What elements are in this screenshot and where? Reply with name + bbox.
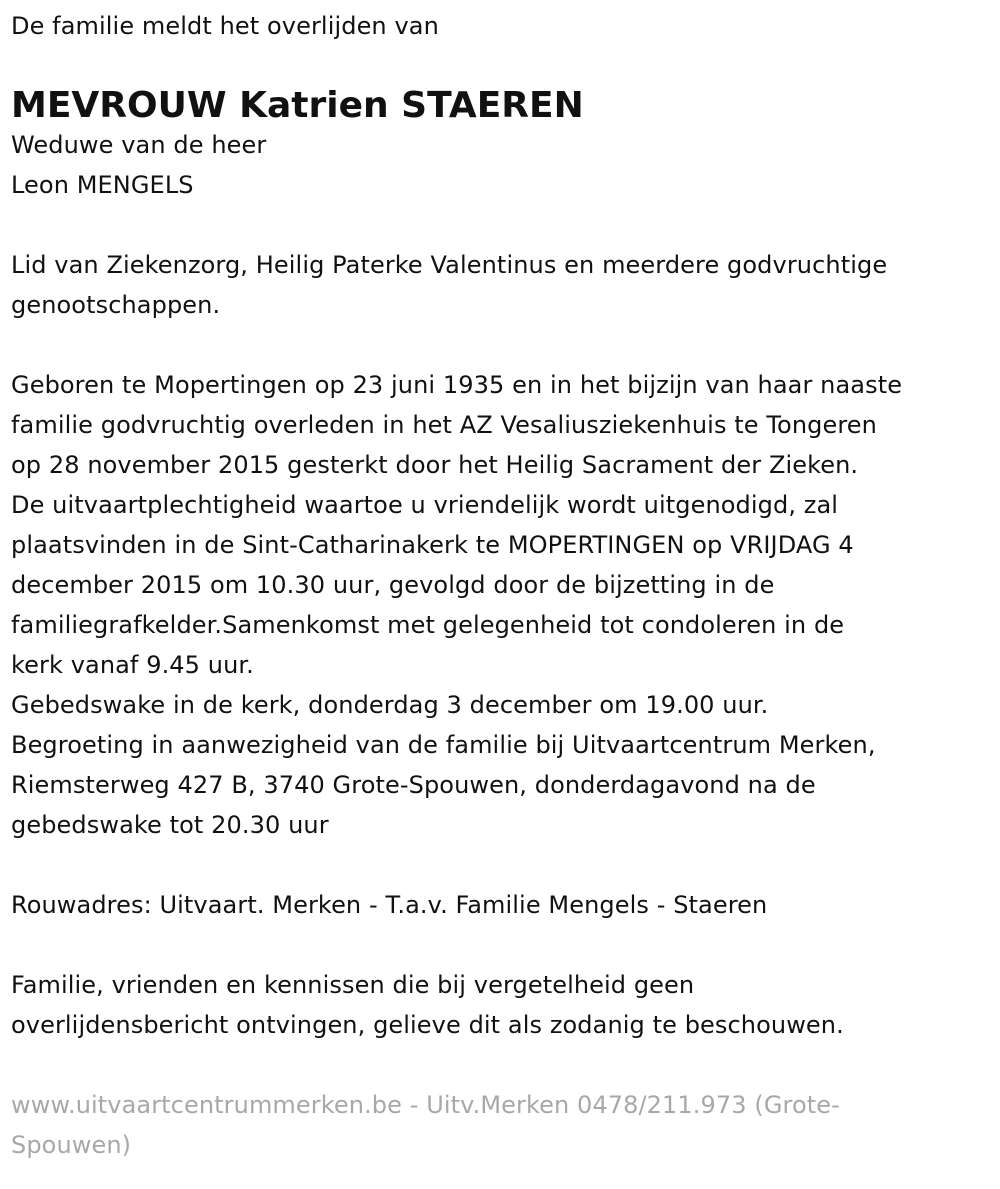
details-line: gebedswake tot 20.30 uur [11,811,329,839]
notice-block [11,965,986,1045]
widow-block [11,125,986,205]
deceased-name: MEVROUW Katrien STAEREN [11,85,584,126]
widow-line: Weduwe van de heer [11,131,267,159]
rouwadres-block [11,885,986,925]
membership-line: Lid van Ziekenzorg, Heilig Paterke Valentinus en meerdere godvruchtige [11,251,888,279]
details-line: Begroeting in aanwezigheid van de familie bij Uitvaartcentrum Merken, [11,731,876,759]
details-line: Gebedswake in de kerk, donderdag 3 december om 19.00 uur. [11,691,769,719]
details-line: december 2015 om 10.30 uur, gevolgd door de bijzetting in de [11,571,775,599]
details-line: Geboren te Mopertingen op 23 juni 1935 en in het bijzijn van haar naaste [11,371,903,399]
details-line: familiegrafkelder.Samenkomst met gelegenheid tot condoleren in de [11,611,845,639]
details-line: plaatsvinden in de Sint-Catharinakerk te MOPERTINGEN op VRIJDAG 4 [11,531,854,559]
intro-text: De familie meldt het overlijden van [11,12,439,40]
membership-line: genootschappen. [11,291,221,319]
details-line: op 28 november 2015 gesterkt door het Heilig Sacrament der Zieken. [11,451,859,479]
membership-block [11,245,986,325]
details-line: Riemsterweg 427 B, 3740 Grote-Spouwen, donderdagavond na de [11,771,816,799]
details-block [11,365,986,845]
notice-line: Familie, vrienden en kennissen die bij vergetelheid geen [11,971,695,999]
footer-line: www.uitvaartcentrummerken.be - Uitv.Merken 0478/211.973 (Grote- [11,1091,840,1119]
notice-line: overlijdensbericht ontvingen, gelieve dit als zodanig te beschouwen. [11,1011,844,1039]
footer-line: Spouwen) [11,1131,132,1159]
spouse-name: Leon MENGELS [11,171,194,199]
details-line: familie godvruchtig overleden in het AZ Vesaliusziekenhuis te Tongeren [11,411,877,439]
details-line: De uitvaartplechtigheid waartoe u vriendelijk wordt uitgenodigd, zal [11,491,839,519]
footer-credit [11,1085,986,1165]
details-line: kerk vanaf 9.45 uur. [11,651,254,679]
rouwadres-line: Rouwadres: Uitvaart. Merken - T.a.v. Familie Mengels - Staeren [11,891,768,919]
